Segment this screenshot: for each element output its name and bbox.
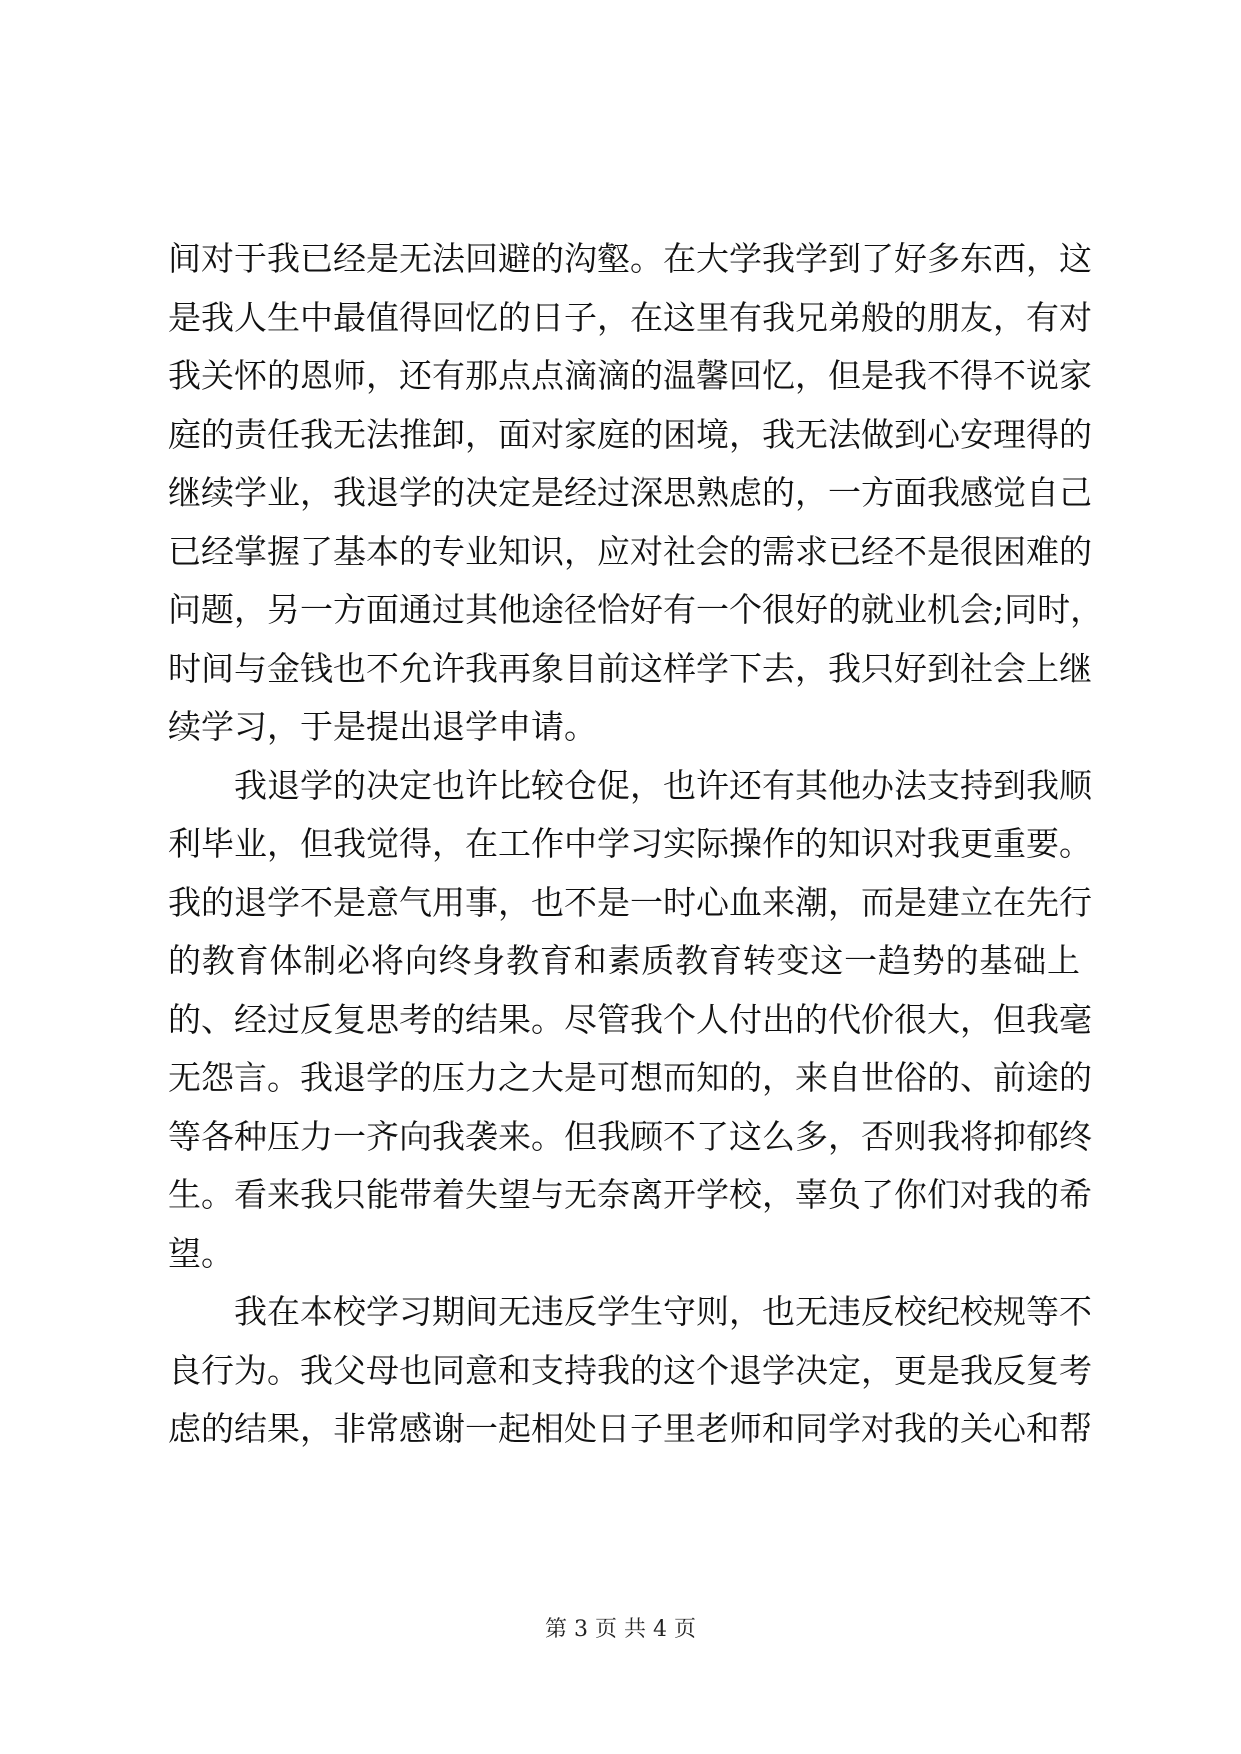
text-line: 问题，另一方面通过其他途径恰好有一个很好的就业机会;同时， bbox=[168, 590, 1104, 629]
text-line: 间对于我已经是无法回避的沟壑。在大学我学到了好多东西，这 bbox=[168, 239, 1092, 278]
text-line: 继续学业，我退学的决定是经过深思熟虑的，一方面我感觉自己 bbox=[168, 473, 1092, 512]
text-line: 续学习，于是提出退学申请。 bbox=[168, 707, 597, 746]
text-line: 望。 bbox=[168, 1233, 234, 1273]
text-line: 的教育体制必将向终身教育和素质教育转变这一趋势的基础上 bbox=[168, 941, 1080, 980]
document-body bbox=[168, 230, 1104, 1459]
text-line: 等各种压力一齐向我袭来。但我顾不了这么多，否则我将抑郁终 bbox=[168, 1116, 1092, 1156]
text-line: 无怨言。我退学的压力之大是可想而知的，来自世俗的、前途的 bbox=[168, 1058, 1092, 1097]
text-line: 庭的责任我无法推卸，面对家庭的困境，我无法做到心安理得的 bbox=[168, 414, 1092, 454]
page-number-footer: 第 3 页 共 4 页 bbox=[545, 1617, 696, 1642]
text-line: 时间与金钱也不允许我再象目前这样学下去，我只好到社会上继 bbox=[168, 648, 1092, 688]
text-line: 良行为。我父母也同意和支持我的这个退学决定，更是我反复考 bbox=[168, 1350, 1092, 1390]
text-line: 我的退学不是意气用事，也不是一时心血来潮，而是建立在先行 bbox=[168, 882, 1092, 922]
text-line: 生。看来我只能带着失望与无奈离开学校，辜负了你们对我的希 bbox=[168, 1175, 1092, 1214]
text-line: 我关怀的恩师，还有那点点滴滴的温馨回忆，但是我不得不说家 bbox=[168, 356, 1092, 395]
paragraph-first-line: 我在本校学习期间无违反学生守则，也无违反校纪校规等不 bbox=[234, 1292, 1092, 1331]
text-line: 已经掌握了基本的专业知识，应对社会的需求已经不是很困难的 bbox=[168, 531, 1092, 571]
text-line: 的、经过反复思考的结果。尽管我个人付出的代价很大，但我毫 bbox=[168, 999, 1092, 1039]
text-line: 利毕业，但我觉得，在工作中学习实际操作的知识对我更重要。 bbox=[168, 824, 1092, 863]
paragraph-first-line: 我退学的决定也许比较仓促，也许还有其他办法支持到我顺 bbox=[234, 765, 1092, 805]
text-line: 是我人生中最值得回忆的日子，在这里有我兄弟般的朋友，有对 bbox=[168, 297, 1092, 337]
text-line: 虑的结果，非常感谢一起相处日子里老师和同学对我的关心和帮 bbox=[168, 1409, 1092, 1448]
